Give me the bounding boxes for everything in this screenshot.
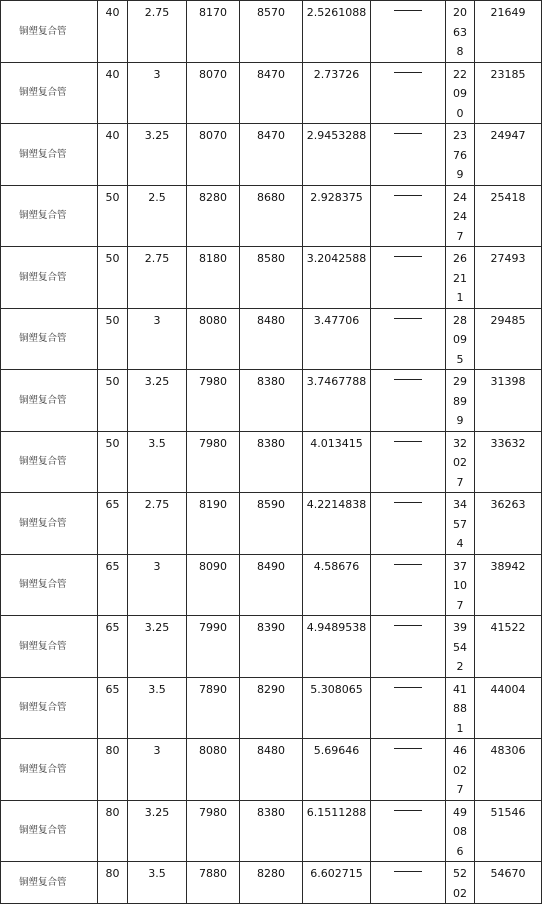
price-col-1: 7890 (187, 677, 240, 739)
total-price: 44004 (475, 677, 542, 739)
price-col-2: 8680 (240, 185, 303, 247)
wrapped-number: 28095 (446, 308, 475, 370)
wall-thickness: 3 (128, 739, 187, 801)
total-price: 21649 (475, 1, 542, 63)
nominal-diameter: 50 (98, 431, 128, 493)
nominal-diameter: 65 (98, 677, 128, 739)
wrapped-number: 5202 (446, 862, 475, 904)
product-name: 铜塑复合管 (1, 616, 98, 678)
unit-weight: 3.47706 (303, 308, 371, 370)
dash-mark (394, 687, 422, 688)
dash-cell (371, 554, 446, 616)
nominal-diameter: 65 (98, 554, 128, 616)
nominal-diameter: 50 (98, 370, 128, 432)
total-price: 25418 (475, 185, 542, 247)
price-col-2: 8490 (240, 554, 303, 616)
total-price: 54670 (475, 862, 542, 904)
total-price: 51546 (475, 800, 542, 862)
total-price: 31398 (475, 370, 542, 432)
dash-mark (394, 810, 422, 811)
dash-mark (394, 379, 422, 380)
price-col-1: 8190 (187, 493, 240, 555)
product-name: 铜塑复合管 (1, 247, 98, 309)
table-row (1, 62, 542, 124)
dash-mark (394, 564, 422, 565)
unit-weight: 2.9453288 (303, 124, 371, 186)
total-price: 23185 (475, 62, 542, 124)
unit-weight: 2.928375 (303, 185, 371, 247)
price-col-1: 7990 (187, 616, 240, 678)
price-col-1: 8080 (187, 308, 240, 370)
dash-mark (394, 256, 422, 257)
nominal-diameter: 65 (98, 616, 128, 678)
dash-mark (394, 133, 422, 134)
table-row (1, 185, 542, 247)
wrapped-number: 23769 (446, 124, 475, 186)
product-name: 铜塑复合管 (1, 431, 98, 493)
price-col-1: 8180 (187, 247, 240, 309)
dash-cell (371, 739, 446, 801)
dash-mark (394, 195, 422, 196)
unit-weight: 4.58676 (303, 554, 371, 616)
nominal-diameter: 80 (98, 862, 128, 904)
wrapped-number: 49086 (446, 800, 475, 862)
wrapped-number: 34574 (446, 493, 475, 555)
dash-cell (371, 616, 446, 678)
wrapped-number: 29899 (446, 370, 475, 432)
price-col-2: 8590 (240, 493, 303, 555)
wall-thickness: 3 (128, 308, 187, 370)
total-price: 38942 (475, 554, 542, 616)
product-name: 铜塑复合管 (1, 308, 98, 370)
wall-thickness: 3.25 (128, 370, 187, 432)
price-col-2: 8290 (240, 677, 303, 739)
dash-cell (371, 247, 446, 309)
unit-weight: 5.69646 (303, 739, 371, 801)
total-price: 36263 (475, 493, 542, 555)
price-col-1: 7880 (187, 862, 240, 904)
product-name: 铜塑复合管 (1, 739, 98, 801)
price-col-1: 8280 (187, 185, 240, 247)
table-row (1, 431, 542, 493)
dash-mark (394, 502, 422, 503)
unit-weight: 3.2042588 (303, 247, 371, 309)
table-row (1, 1, 542, 63)
table-row (1, 800, 542, 862)
price-col-2: 8470 (240, 124, 303, 186)
unit-weight: 3.7467788 (303, 370, 371, 432)
dash-cell (371, 308, 446, 370)
product-name: 铜塑复合管 (1, 185, 98, 247)
wall-thickness: 3.25 (128, 124, 187, 186)
product-name: 铜塑复合管 (1, 370, 98, 432)
product-name: 铜塑复合管 (1, 862, 98, 904)
price-col-2: 8570 (240, 1, 303, 63)
nominal-diameter: 50 (98, 247, 128, 309)
nominal-diameter: 80 (98, 739, 128, 801)
price-col-2: 8480 (240, 308, 303, 370)
unit-weight: 4.9489538 (303, 616, 371, 678)
unit-weight: 2.73726 (303, 62, 371, 124)
total-price: 41522 (475, 616, 542, 678)
dash-cell (371, 431, 446, 493)
price-col-2: 8580 (240, 247, 303, 309)
total-price: 33632 (475, 431, 542, 493)
wall-thickness: 3.5 (128, 677, 187, 739)
price-col-1: 7980 (187, 800, 240, 862)
dash-cell (371, 185, 446, 247)
table-row (1, 554, 542, 616)
wall-thickness: 2.75 (128, 247, 187, 309)
nominal-diameter: 50 (98, 185, 128, 247)
table-row (1, 677, 542, 739)
wall-thickness: 2.5 (128, 185, 187, 247)
wrapped-number: 20638 (446, 1, 475, 63)
price-col-1: 7980 (187, 431, 240, 493)
unit-weight: 2.5261088 (303, 1, 371, 63)
wrapped-number: 37107 (446, 554, 475, 616)
price-col-1: 8070 (187, 62, 240, 124)
nominal-diameter: 80 (98, 800, 128, 862)
dash-cell (371, 862, 446, 904)
dash-cell (371, 677, 446, 739)
nominal-diameter: 40 (98, 1, 128, 63)
wrapped-number: 41881 (446, 677, 475, 739)
wall-thickness: 3 (128, 62, 187, 124)
table-row (1, 862, 542, 904)
dash-mark (394, 625, 422, 626)
dash-cell (371, 1, 446, 63)
price-col-2: 8280 (240, 862, 303, 904)
price-col-2: 8380 (240, 370, 303, 432)
product-name: 铜塑复合管 (1, 554, 98, 616)
wall-thickness: 3.25 (128, 616, 187, 678)
wall-thickness: 3.5 (128, 862, 187, 904)
price-col-2: 8390 (240, 616, 303, 678)
product-name: 铜塑复合管 (1, 124, 98, 186)
wall-thickness: 3.25 (128, 800, 187, 862)
total-price: 48306 (475, 739, 542, 801)
dash-cell (371, 62, 446, 124)
price-col-1: 8090 (187, 554, 240, 616)
wrapped-number: 39542 (446, 616, 475, 678)
dash-mark (394, 72, 422, 73)
dash-cell (371, 124, 446, 186)
table-row (1, 308, 542, 370)
nominal-diameter: 65 (98, 493, 128, 555)
wrapped-number: 46027 (446, 739, 475, 801)
price-col-1: 8070 (187, 124, 240, 186)
wall-thickness: 3 (128, 554, 187, 616)
unit-weight: 6.602715 (303, 862, 371, 904)
dash-cell (371, 800, 446, 862)
nominal-diameter: 40 (98, 62, 128, 124)
wrapped-number: 32027 (446, 431, 475, 493)
dash-mark (394, 318, 422, 319)
table-row (1, 739, 542, 801)
price-col-2: 8380 (240, 800, 303, 862)
total-price: 27493 (475, 247, 542, 309)
product-name: 铜塑复合管 (1, 493, 98, 555)
product-name: 铜塑复合管 (1, 677, 98, 739)
dash-mark (394, 10, 422, 11)
nominal-diameter: 50 (98, 308, 128, 370)
product-name: 铜塑复合管 (1, 62, 98, 124)
wall-thickness: 3.5 (128, 431, 187, 493)
dash-mark (394, 441, 422, 442)
price-col-1: 8080 (187, 739, 240, 801)
table-row (1, 124, 542, 186)
unit-weight: 6.1511288 (303, 800, 371, 862)
product-name: 铜塑复合管 (1, 800, 98, 862)
dash-mark (394, 748, 422, 749)
price-col-2: 8480 (240, 739, 303, 801)
product-name: 铜塑复合管 (1, 1, 98, 63)
price-col-2: 8380 (240, 431, 303, 493)
total-price: 29485 (475, 308, 542, 370)
unit-weight: 4.2214838 (303, 493, 371, 555)
wall-thickness: 2.75 (128, 493, 187, 555)
wall-thickness: 2.75 (128, 1, 187, 63)
wrapped-number: 24247 (446, 185, 475, 247)
dash-cell (371, 370, 446, 432)
dash-cell (371, 493, 446, 555)
table-row (1, 616, 542, 678)
unit-weight: 4.013415 (303, 431, 371, 493)
table-row (1, 493, 542, 555)
price-col-1: 7980 (187, 370, 240, 432)
table-row (1, 247, 542, 309)
unit-weight: 5.308065 (303, 677, 371, 739)
table-row (1, 370, 542, 432)
price-col-2: 8470 (240, 62, 303, 124)
dash-mark (394, 871, 422, 872)
wrapped-number: 22090 (446, 62, 475, 124)
wrapped-number: 26211 (446, 247, 475, 309)
nominal-diameter: 40 (98, 124, 128, 186)
price-col-1: 8170 (187, 1, 240, 63)
total-price: 24947 (475, 124, 542, 186)
